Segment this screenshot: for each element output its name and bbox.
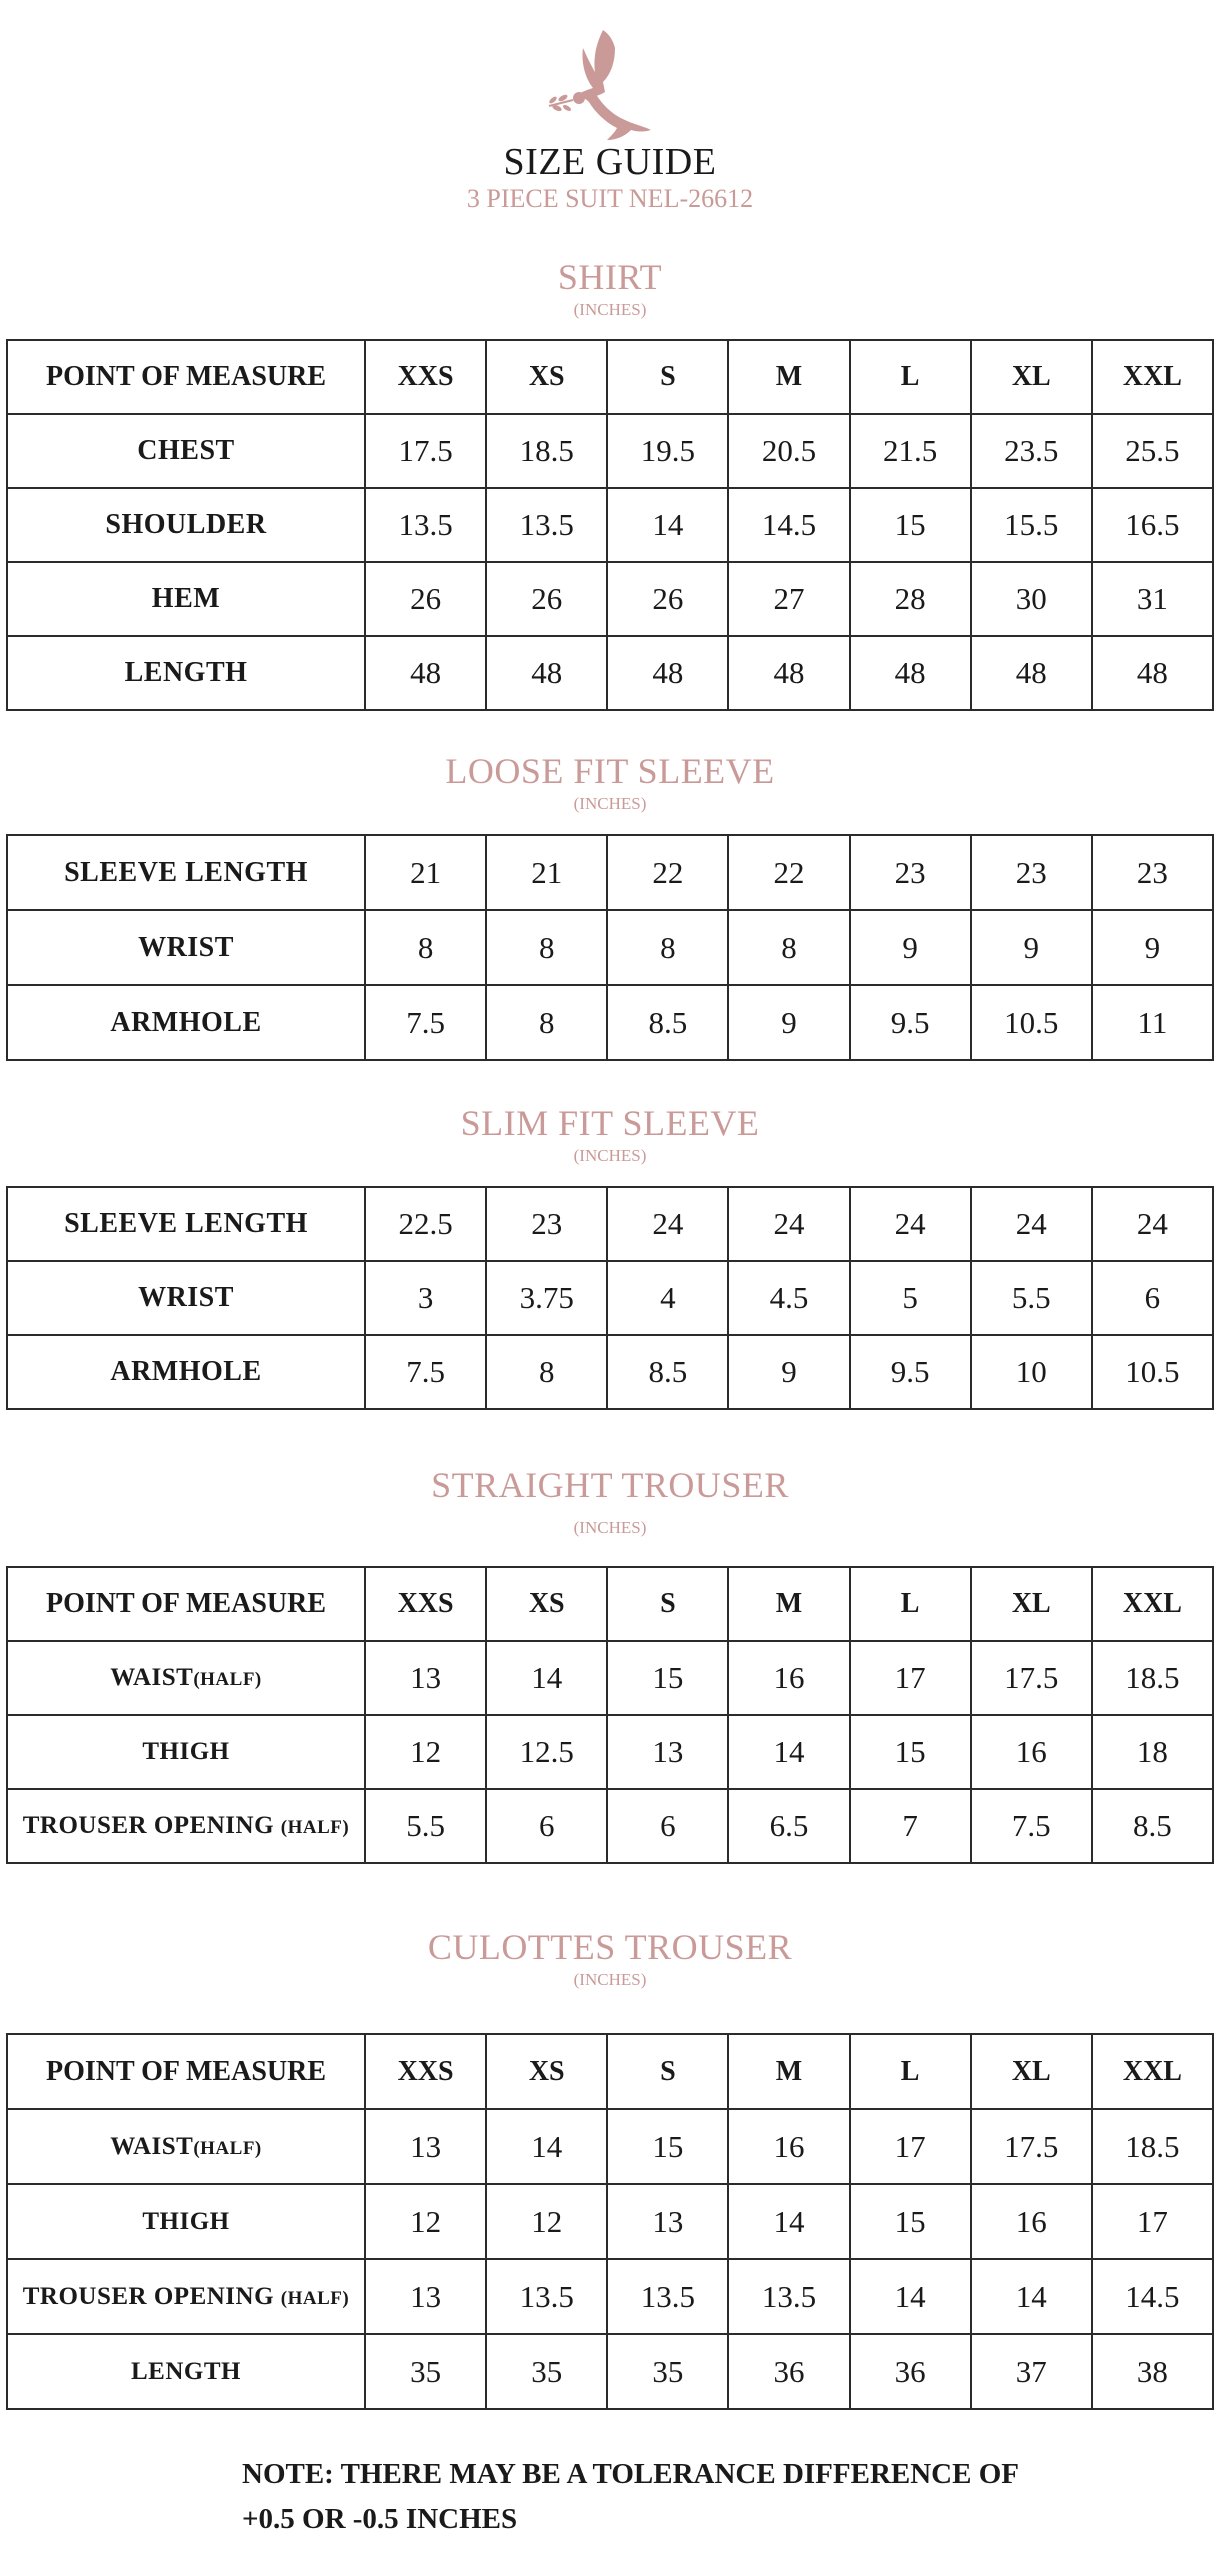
- table-cell: 24: [971, 1187, 1092, 1261]
- table-cell: 18.5: [1092, 1641, 1213, 1715]
- table-header-row: [7, 340, 1213, 414]
- table-cell: 24: [728, 1187, 849, 1261]
- section-unit-straight-trouser: (INCHES): [573, 1518, 647, 1537]
- row-label-text: WRIST: [138, 931, 234, 963]
- table-cell: 21: [365, 835, 486, 910]
- table-cell: 26: [365, 562, 486, 636]
- table-cell: 7.5: [365, 985, 486, 1060]
- row-label-text: SLEEVE LENGTH: [64, 856, 308, 888]
- section-unit-culottes-trouser: (INCHES): [573, 1970, 647, 1989]
- table-cell: 13.5: [607, 2259, 728, 2334]
- table-cell: 26: [607, 562, 728, 636]
- row-label-text: TROUSER OPENING: [22, 2282, 281, 2310]
- row-label-text: ARMHOLE: [110, 1006, 262, 1038]
- table-cell: 14: [728, 2184, 849, 2259]
- row-label: [7, 985, 365, 1060]
- row-label: [7, 910, 365, 985]
- table-cell: 48: [971, 636, 1092, 710]
- column-header-size: XL: [971, 2034, 1092, 2109]
- table-cell: 17.5: [365, 414, 486, 488]
- table-cell: 14: [728, 1715, 849, 1789]
- table-row: [7, 2184, 1213, 2259]
- column-header-size: XL: [971, 1567, 1092, 1641]
- column-header-size: XXS: [365, 1567, 486, 1641]
- table-cell: 18.5: [486, 414, 607, 488]
- table-cell: 10: [971, 1335, 1092, 1409]
- shirt-size-table: [6, 339, 1214, 711]
- row-label: [7, 488, 365, 562]
- table-cell: 23.5: [971, 414, 1092, 488]
- table-cell: 48: [365, 636, 486, 710]
- table-cell: 18.5: [1092, 2109, 1213, 2184]
- row-label: [7, 1715, 365, 1789]
- table-row: [7, 910, 1213, 985]
- table-cell: 26: [486, 562, 607, 636]
- table-cell: 25.5: [1092, 414, 1213, 488]
- table-cell: 23: [1092, 835, 1213, 910]
- table-cell: 13.5: [365, 488, 486, 562]
- table-cell: 24: [607, 1187, 728, 1261]
- table-cell: 3: [365, 1261, 486, 1335]
- row-label: [7, 1261, 365, 1335]
- table-cell: 27: [728, 562, 849, 636]
- tolerance-note: [242, 2452, 1102, 2542]
- table-row: [7, 636, 1213, 710]
- column-header-size: XL: [971, 340, 1092, 414]
- table-cell: 48: [1092, 636, 1213, 710]
- table-cell: 17.5: [971, 2109, 1092, 2184]
- table-cell: 16: [728, 2109, 849, 2184]
- table-cell: 22: [728, 835, 849, 910]
- table-cell: 16: [728, 1641, 849, 1715]
- table-cell: 13.5: [728, 2259, 849, 2334]
- row-label: [7, 2334, 365, 2409]
- table-cell: 8: [486, 910, 607, 985]
- table-cell: 22: [607, 835, 728, 910]
- table-cell: 35: [365, 2334, 486, 2409]
- table-cell: 12: [365, 2184, 486, 2259]
- table-cell: 8: [486, 1335, 607, 1409]
- table-cell: 8: [486, 985, 607, 1060]
- row-label: [7, 835, 365, 910]
- row-label-suffix: (HALF): [280, 1817, 350, 1838]
- row-label: [7, 1641, 365, 1715]
- table-cell: 15: [607, 2109, 728, 2184]
- row-label-text: WRIST: [138, 1282, 234, 1313]
- row-label-text: TROUSER OPENING: [22, 1812, 281, 1839]
- page-title: SIZE GUIDE: [503, 141, 717, 183]
- table-cell: 16: [971, 1715, 1092, 1789]
- table-row: [7, 1789, 1213, 1863]
- table-cell: 16.5: [1092, 488, 1213, 562]
- row-label-text: WAIST: [110, 2132, 194, 2160]
- table-cell: 10.5: [971, 985, 1092, 1060]
- row-label-suffix: (HALF): [193, 2137, 262, 2159]
- column-header-size: S: [607, 340, 728, 414]
- table-cell: 10.5: [1092, 1335, 1213, 1409]
- row-label-text: CHEST: [137, 435, 235, 466]
- table-cell: 13.5: [486, 2259, 607, 2334]
- table-cell: 3.75: [486, 1261, 607, 1335]
- table-row: [7, 1641, 1213, 1715]
- row-label-suffix: (HALF): [280, 2287, 350, 2309]
- table-cell: 9: [1092, 910, 1213, 985]
- table-row: [7, 1335, 1213, 1409]
- table-cell: 8.5: [1092, 1789, 1213, 1863]
- table-cell: 13: [365, 2109, 486, 2184]
- table-cell: 48: [607, 636, 728, 710]
- column-header-measure: POINT OF MEASURE: [7, 2034, 365, 2109]
- row-label-suffix: (HALF): [193, 1669, 262, 1690]
- table-cell: 17: [1092, 2184, 1213, 2259]
- table-cell: 12: [365, 1715, 486, 1789]
- table-cell: 14.5: [1092, 2259, 1213, 2334]
- row-label-text: ARMHOLE: [110, 1356, 262, 1387]
- column-header-size: M: [728, 340, 849, 414]
- table-cell: 15: [850, 2184, 971, 2259]
- row-label: [7, 2259, 365, 2334]
- section-unit-slim-sleeve: (INCHES): [573, 1146, 647, 1165]
- column-header-measure: POINT OF MEASURE: [7, 1567, 365, 1641]
- table-cell: 48: [486, 636, 607, 710]
- row-label-text: LENGTH: [124, 657, 248, 688]
- table-cell: 22.5: [365, 1187, 486, 1261]
- table-cell: 20.5: [728, 414, 849, 488]
- table-cell: 7.5: [971, 1789, 1092, 1863]
- slim-sleeve-size-table: [6, 1186, 1214, 1410]
- table-cell: 35: [607, 2334, 728, 2409]
- table-cell: 9.5: [850, 985, 971, 1060]
- table-cell: 9.5: [850, 1335, 971, 1409]
- table-cell: 8: [365, 910, 486, 985]
- section-title-loose-sleeve: LOOSE FIT SLEEVE: [445, 751, 775, 791]
- table-cell: 13: [607, 2184, 728, 2259]
- table-cell: 19.5: [607, 414, 728, 488]
- row-label: [7, 562, 365, 636]
- table-cell: 21.5: [850, 414, 971, 488]
- loose-sleeve-size-table: [6, 834, 1214, 1061]
- table-cell: 31: [1092, 562, 1213, 636]
- table-cell: 15: [850, 488, 971, 562]
- table-cell: 14.5: [728, 488, 849, 562]
- table-row: [7, 488, 1213, 562]
- table-cell: 13.5: [486, 488, 607, 562]
- table-header-row: [7, 1567, 1213, 1641]
- culottes-trouser-size-table: [6, 2033, 1214, 2410]
- section-title-shirt: SHIRT: [557, 257, 663, 297]
- table-cell: 18: [1092, 1715, 1213, 1789]
- column-header-size: M: [728, 2034, 849, 2109]
- table-cell: 14: [850, 2259, 971, 2334]
- table-cell: 9: [728, 985, 849, 1060]
- row-label-text: SHOULDER: [105, 509, 267, 540]
- table-cell: 17: [850, 1641, 971, 1715]
- table-cell: 8: [607, 910, 728, 985]
- table-cell: 6.5: [728, 1789, 849, 1863]
- row-label: [7, 1335, 365, 1409]
- table-cell: 9: [971, 910, 1092, 985]
- table-cell: 17: [850, 2109, 971, 2184]
- table-cell: 6: [607, 1789, 728, 1863]
- row-label-text: LENGTH: [131, 2357, 241, 2385]
- table-cell: 5.5: [971, 1261, 1092, 1335]
- straight-trouser-size-table: [6, 1566, 1214, 1864]
- table-cell: 9: [850, 910, 971, 985]
- column-header-size: XXS: [365, 340, 486, 414]
- table-cell: 35: [486, 2334, 607, 2409]
- row-label-text: WAIST: [110, 1664, 194, 1691]
- table-cell: 23: [850, 835, 971, 910]
- table-cell: 17.5: [971, 1641, 1092, 1715]
- table-cell: 14: [607, 488, 728, 562]
- table-cell: 38: [1092, 2334, 1213, 2409]
- table-cell: 36: [850, 2334, 971, 2409]
- row-label-text: THIGH: [142, 1738, 230, 1765]
- column-header-size: XS: [486, 340, 607, 414]
- table-row: [7, 2334, 1213, 2409]
- table-row: [7, 2259, 1213, 2334]
- table-cell: 8: [728, 910, 849, 985]
- table-cell: 6: [486, 1789, 607, 1863]
- table-row: [7, 1261, 1213, 1335]
- table-cell: 12: [486, 2184, 607, 2259]
- table-cell: 14: [486, 1641, 607, 1715]
- row-label: [7, 1187, 365, 1261]
- row-label-text: HEM: [151, 583, 221, 614]
- table-cell: 13: [365, 2259, 486, 2334]
- row-label: [7, 1789, 365, 1863]
- table-row: [7, 1715, 1213, 1789]
- table-cell: 15: [850, 1715, 971, 1789]
- column-header-size: S: [607, 2034, 728, 2109]
- row-label: [7, 2109, 365, 2184]
- tolerance-note-line-1: NOTE: THERE MAY BE A TOLERANCE DIFFERENCE OF: [242, 2458, 1019, 2490]
- table-cell: 5.5: [365, 1789, 486, 1863]
- table-cell: 13: [607, 1715, 728, 1789]
- row-label: [7, 636, 365, 710]
- table-row: [7, 985, 1213, 1060]
- table-cell: 36: [728, 2334, 849, 2409]
- table-cell: 15.5: [971, 488, 1092, 562]
- column-header-size: S: [607, 1567, 728, 1641]
- table-cell: 23: [486, 1187, 607, 1261]
- table-cell: 8.5: [607, 1335, 728, 1409]
- table-header-row: [7, 2034, 1213, 2109]
- table-row: [7, 835, 1213, 910]
- table-cell: 48: [850, 636, 971, 710]
- column-header-size: XS: [486, 2034, 607, 2109]
- table-cell: 6: [1092, 1261, 1213, 1335]
- column-header-size: M: [728, 1567, 849, 1641]
- section-title-straight-trouser: STRAIGHT TROUSER: [431, 1465, 789, 1505]
- row-label: [7, 2184, 365, 2259]
- column-header-size: XS: [486, 1567, 607, 1641]
- column-header-size: XXS: [365, 2034, 486, 2109]
- column-header-size: L: [850, 2034, 971, 2109]
- table-cell: 7.5: [365, 1335, 486, 1409]
- table-cell: 7: [850, 1789, 971, 1863]
- table-row: [7, 562, 1213, 636]
- table-cell: 15: [607, 1641, 728, 1715]
- section-title-slim-sleeve: SLIM FIT SLEEVE: [460, 1103, 760, 1143]
- column-header-size: L: [850, 340, 971, 414]
- dove-with-olive-branch-icon: [545, 22, 655, 147]
- row-label-text: THIGH: [142, 2207, 230, 2235]
- column-header-size: XXL: [1092, 2034, 1213, 2109]
- table-cell: 21: [486, 835, 607, 910]
- table-cell: 30: [971, 562, 1092, 636]
- table-row: [7, 414, 1213, 488]
- table-cell: 12.5: [486, 1715, 607, 1789]
- column-header-measure: POINT OF MEASURE: [7, 340, 365, 414]
- table-row: [7, 2109, 1213, 2184]
- row-label-text: SLEEVE LENGTH: [64, 1208, 308, 1239]
- table-cell: 11: [1092, 985, 1213, 1060]
- table-cell: 37: [971, 2334, 1092, 2409]
- table-row: [7, 1187, 1213, 1261]
- column-header-size: XXL: [1092, 1567, 1213, 1641]
- page-subtitle: 3 PIECE SUIT NEL-26612: [466, 184, 754, 213]
- table-cell: 24: [1092, 1187, 1213, 1261]
- section-title-culottes-trouser: CULOTTES TROUSER: [427, 1927, 793, 1967]
- table-cell: 8.5: [607, 985, 728, 1060]
- table-cell: 4: [607, 1261, 728, 1335]
- column-header-size: L: [850, 1567, 971, 1641]
- row-label: [7, 414, 365, 488]
- table-cell: 13: [365, 1641, 486, 1715]
- tolerance-note-line-2: +0.5 OR -0.5 INCHES: [242, 2503, 518, 2535]
- table-cell: 9: [728, 1335, 849, 1409]
- table-cell: 24: [850, 1187, 971, 1261]
- section-unit-loose-sleeve: (INCHES): [573, 794, 647, 813]
- section-unit-shirt: (INCHES): [573, 300, 647, 319]
- table-cell: 16: [971, 2184, 1092, 2259]
- table-cell: 14: [486, 2109, 607, 2184]
- table-cell: 14: [971, 2259, 1092, 2334]
- table-cell: 28: [850, 562, 971, 636]
- table-cell: 5: [850, 1261, 971, 1335]
- table-cell: 23: [971, 835, 1092, 910]
- table-cell: 4.5: [728, 1261, 849, 1335]
- table-cell: 48: [728, 636, 849, 710]
- column-header-size: XXL: [1092, 340, 1213, 414]
